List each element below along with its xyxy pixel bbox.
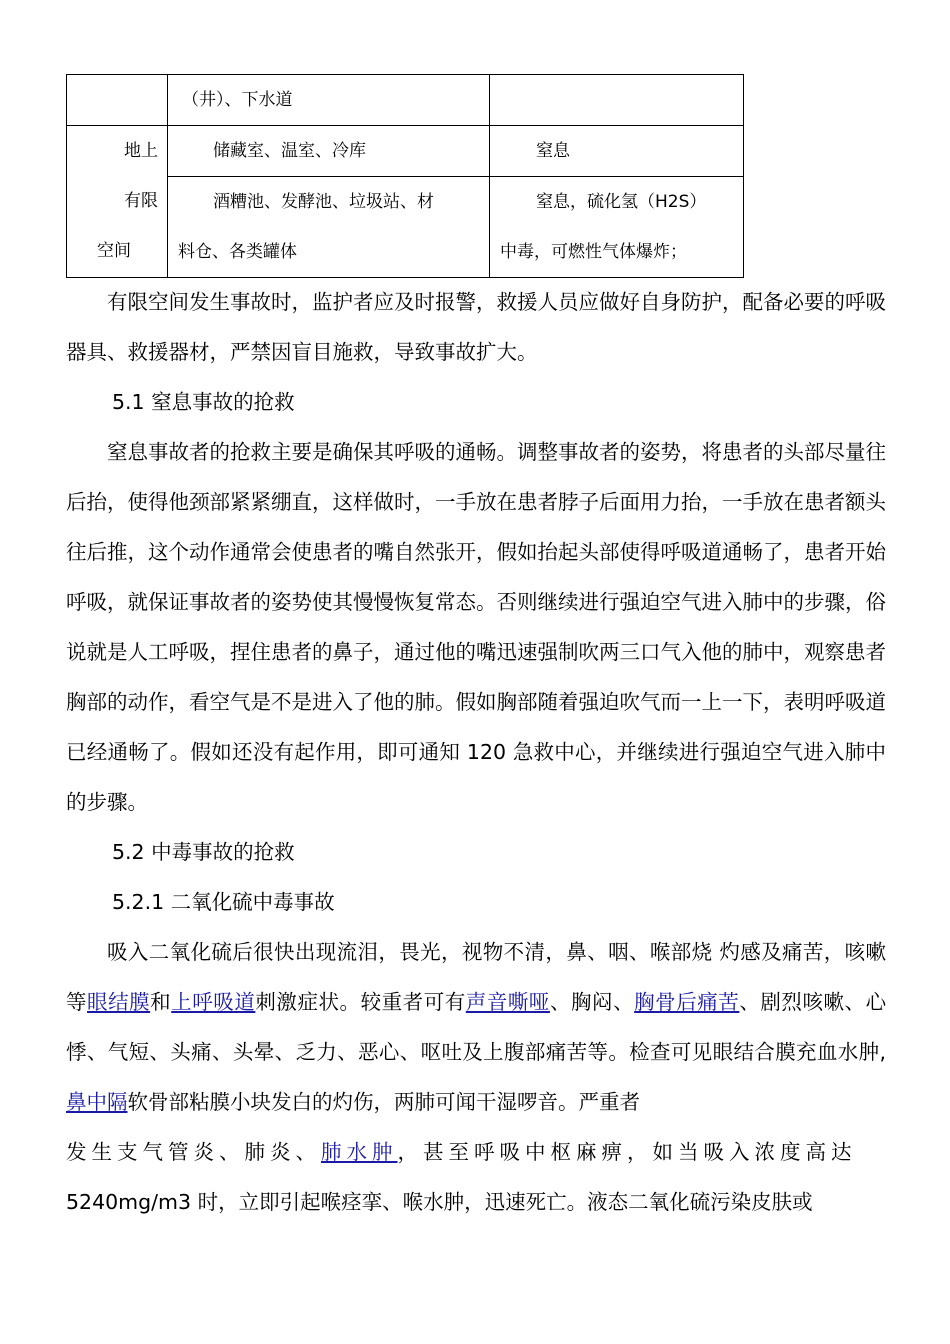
link-retrosternal-pain[interactable]: 胸骨后痛苦 (634, 990, 740, 1014)
category-text: 空间 (97, 241, 131, 261)
body-text (66, 277, 886, 1227)
link-nasal-septum[interactable]: 鼻中隔 (66, 1090, 128, 1114)
category-text: 地上 (124, 141, 158, 161)
hazard-table (66, 74, 744, 278)
section-heading: 5.2 中毒事故的抢救 (112, 840, 295, 864)
paragraph: 窒息事故者的抢救主要是确保其呼吸的通畅。调整事故者的姿势，将患者的头部尽量往后抬，使得他颈部紧紧绷直，这样做时，一手放在患者脖子后面用力抬，一手放在患者额头往后推，这个动作通常会使患者的嘴自然张开，假如抬起头部使得呼吸道通畅了，患者开始呼吸，就保证事故者的姿势使其慢慢恢复常态。否则继续进行强迫空气进入肺中的步骤，俗说就是人工呼吸，捏住患者的鼻子，通过他的嘴迅速强制吹两三口气入他的肺中，观察患者胸部的动作，看空气是不是进入了他的肺。假如胸部随着强迫吹气而一上一下，表明呼吸道已经通畅了。假如还没有起作用，即可通知 120 急救中心，并继续进行强迫空气进入肺中的步骤。 (66, 440, 886, 814)
link-upper-respiratory-tract[interactable]: 上呼吸道 (171, 990, 256, 1014)
text-run: 和 (150, 990, 172, 1014)
hazard-text: 窒息 (536, 141, 570, 161)
text-run: 、胸闷、 (549, 990, 635, 1014)
location-text: 料仓、各类罐体 (178, 242, 297, 262)
category-text: 有限 (124, 191, 158, 211)
text-run: 软骨部粘膜小块发白的灼伤，两肺可闻干湿啰音。严重者 (127, 1090, 640, 1114)
paragraph (66, 927, 886, 1227)
text-run: 刺激症状。较重者可有 (255, 990, 466, 1014)
hazard-text: 中毒，可燃性气体爆炸； (500, 242, 687, 262)
link-pulmonary-edema[interactable]: 肺水肿 (321, 1140, 398, 1164)
hazard-text: 窒息，硫化氢（H2S） (536, 192, 707, 212)
location-cell (168, 126, 490, 177)
table-row (67, 126, 744, 177)
location-text: 酒糟池、发酵池、垃圾站、材 (213, 192, 434, 212)
text-run: ，甚至呼吸中枢麻痹，如当吸入浓度高达 (397, 1140, 857, 1164)
subsection-heading: 5.2.1 二氧化硫中毒事故 (112, 890, 335, 914)
text-run: 5240mg/m3 时，立即引起喉痉挛、喉水肿，迅速死亡。液态二氧化硫污染皮肤或 (66, 1190, 813, 1214)
location-text: 储藏室、温室、冷库 (213, 141, 366, 161)
table-row (67, 177, 744, 278)
text-run: 发生支气管炎、肺炎、 (66, 1140, 321, 1164)
intro-paragraph: 有限空间发生事故时，监护者应及时报警，救援人员应做好自身防护，配备必要的呼吸器具、救援器材，严禁因盲目施救，导致事故扩大。 (66, 290, 886, 364)
location-cell (168, 75, 490, 126)
category-cell (67, 75, 168, 126)
text-run: 、剧烈咳嗽、心悸、气短、头痛、头晕、乏力、恶心、呕吐及上腹部痛苦等。检查可见眼结合膜充血水肿, (66, 990, 887, 1064)
link-conjunctiva[interactable]: 眼结膜 (87, 990, 151, 1014)
location-text: （井）、下水道 (182, 90, 293, 110)
section-heading: 5.1 窒息事故的抢救 (112, 390, 295, 414)
location-cell (168, 177, 490, 278)
hazard-cell (490, 177, 744, 278)
table-row (67, 75, 744, 126)
category-cell (67, 126, 168, 278)
link-hoarseness[interactable]: 声音嘶哑 (465, 990, 550, 1014)
hazard-cell (490, 75, 744, 126)
text-run: 吸入二氧化硫后很快出现流泪，畏光，视物不清，鼻、咽、喉部烧 灼感及痛苦，咳嗽等 (66, 940, 886, 1014)
hazard-cell (490, 126, 744, 177)
